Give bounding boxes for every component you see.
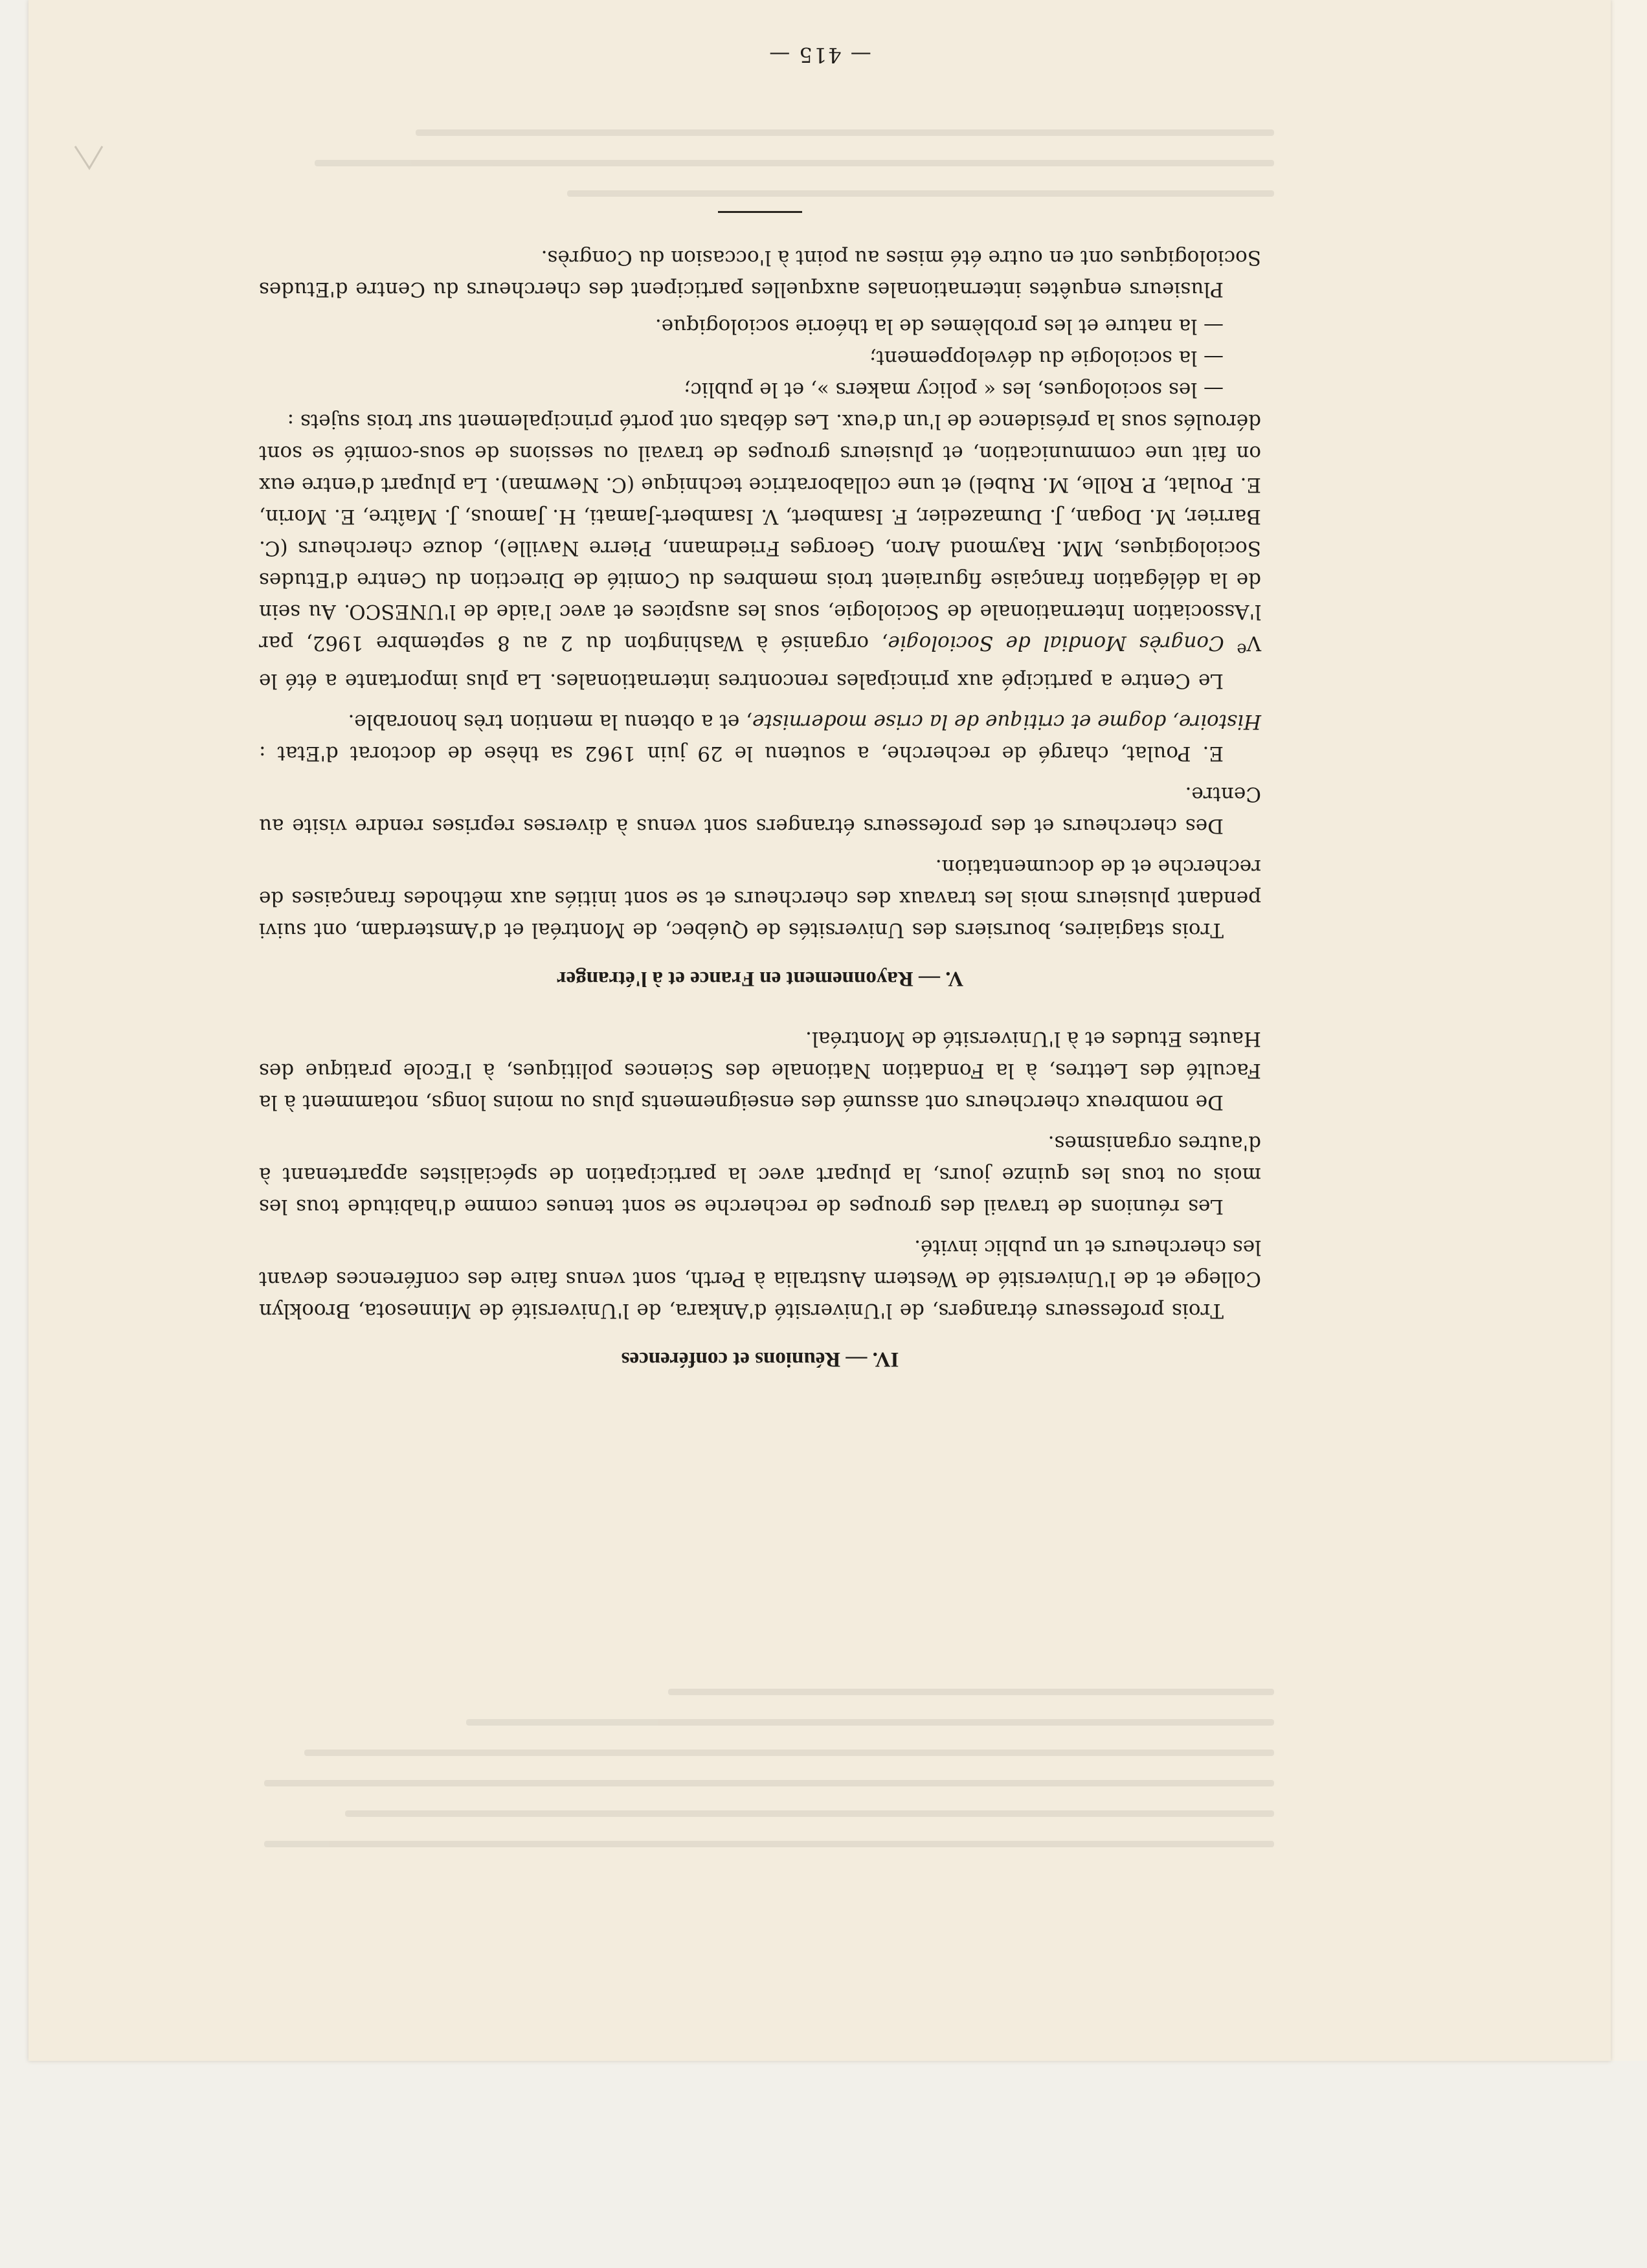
congress-name: Congrès Mondial de Sociologie	[888, 631, 1237, 655]
thesis-text-start: E. Poulat, chargé de recherche, a soutenu le 29 juin 1962 sa thèse de doctorat d'Etat :	[259, 742, 1224, 765]
bleed-through-text	[264, 80, 1274, 197]
bleed-through-text	[264, 1640, 1274, 1847]
section-iv-paragraph: Trois professeurs étrangers, de l'Université d'Ankara, de l'Université de Minnesota, Brooklyn College et de l'Université de Western Australia à Perth, sont venus faire des conférences devant les chercheurs et un public invité.	[259, 1236, 1261, 1322]
thesis-title: Histoire, dogme et critique de la crise moderniste	[752, 710, 1261, 733]
section-iv-heading: IV. — Réunions et conférences	[621, 1348, 899, 1371]
page-number: — 415 —	[768, 43, 871, 67]
list-item: — la sociologie du développement;	[869, 346, 1224, 370]
congress-superscript: e	[1237, 639, 1247, 659]
section-v-heading: V. — Rayonnement en France et à l'étranger	[556, 967, 964, 990]
congress-paragraph	[259, 405, 1261, 696]
section-v-paragraph: Plusieurs enquêtes internationales auxquelles participent des chercheurs du Centre d'Etudes Sociologiques ont en outre été mises au point à l'occasion du Congrès.	[259, 245, 1261, 301]
corner-fold-icon	[74, 145, 104, 171]
congress-text-start: Le Centre a participé aux principales rencontres internationales. La plus importante a été le V	[259, 631, 1261, 693]
list-item: — les sociologues, les « policy makers », et le public;	[684, 377, 1224, 401]
thesis-text-end: , et a obtenu la mention très honorable.	[348, 710, 752, 733]
section-iv-paragraph: Les réunions de travail des groupes de recherche se sont tenues comme d'habitude tous les mois ou tous les quinze jours, la plupart avec la participation de spécialistes appartenant à d'autres organismes.	[259, 1131, 1261, 1218]
section-v-paragraph: Des chercheurs et des professeurs étrangers sont venus à diverses reprises rendre visite au Centre.	[259, 783, 1261, 838]
section-divider	[718, 211, 802, 213]
list-item: — la nature et les problèmes de la théorie sociologique.	[655, 314, 1224, 338]
thesis-paragraph	[259, 706, 1261, 769]
text-block	[259, 211, 1261, 1375]
document-page	[28, 0, 1611, 2061]
congress-text-rest: , organisé à Washington du 2 au 8 septembre 1962, par l'Association Internationale de Sociologie, sous les auspices et avec l'aide de l'UNESCO. Au sein de la délégation française figuraient trois membres du Comité de Direction du Centre d'Etudes Sociologiques, MM. Raymond Aron, Georges Friedmann, Pierre Naville), douze chercheurs (C. Barrier, M. Dogan, J. Dumazedier, F. Isambert, V. Isambert-Jamati, H. Jamous, J. Maître, E. Morin, E. Poulat, P. Rolle, M. Rubel) et une collaboratrice technique (C. Newman). La plupart d'entre eux on fait une communication, et plusieurs groupes de travail ou sessions de sous-comité se sont déroulés sous la présidence de l'un d'eux. Les débats ont porté principalement sur trois sujets :	[259, 409, 1261, 655]
section-iv-paragraph: De nombreux chercheurs ont assumé des enseignements plus ou moins longs, notamment à la Faculté des Lettres, à la Fondation Nationale des Sciences politiques, à l'Ecole pratique des Hautes Etudes et à l'Université de Montréal.	[259, 1027, 1261, 1114]
section-v-paragraph: Trois stagiaires, boursiers des Universités de Québec, de Montréal et d'Amsterdam, ont suivi pendant plusieurs mois les travaux des chercheurs et se sont initiés aux méthodes françaises de recherche et de documentation.	[259, 855, 1261, 942]
